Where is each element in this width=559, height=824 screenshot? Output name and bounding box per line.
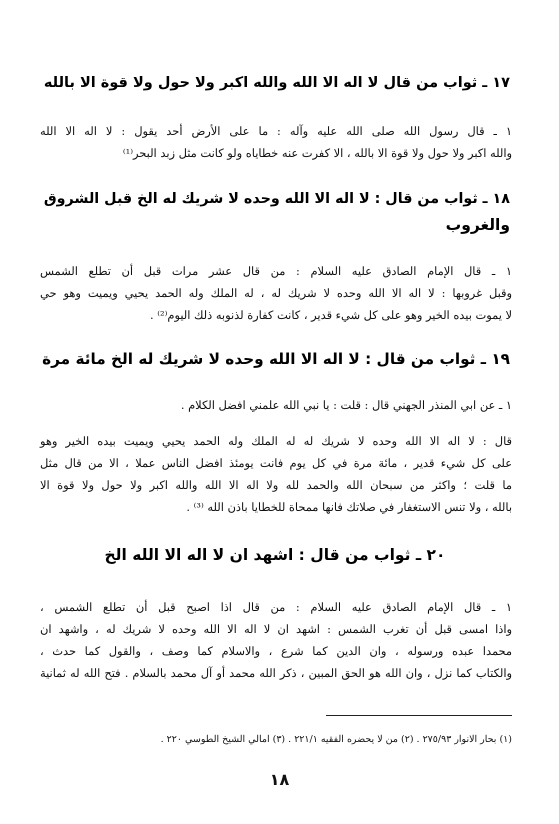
section-17-line-1: ١ ـ قال رسول الله صلى الله عليه وآله : ما على الأرض أحد يقول : لا اله الا الله (40, 124, 512, 138)
section-19-line-5: بالله ، ولا تنس الاستغفار في صلاتك فانها ممحاة للخطايا باذن الله ⁽³⁾ . (186, 500, 512, 514)
section-18-line-3: لا يموت بيده الخير وهو على كل شيء قدير ، كانت كفارة لذنوبه ذلك اليوم⁽²⁾ . (150, 308, 512, 322)
section-17-heading: ١٧ ـ ثواب من قال لا اله الا الله والله اكبر ولا حول ولا قوة الا بالله (43, 75, 510, 91)
section-18-line-2: وقبل غروبها : لا اله الا الله وحده لا شريك له ، له الملك وله الحمد يحيي ويميت وهو حي (40, 286, 512, 300)
section-20-line-4: والكتاب كما نزل ، وان الله هو الحق المبين ، ذكر الله محمد أو آل محمد بالسلام . فتح الله له ثمانية (40, 666, 512, 680)
section-17-line-2: والله اكبر ولا حول ولا قوة الا بالله ، الا كفرت عنه خطاياه ولو كانت مثل زبد البحر⁽¹⁾ (122, 146, 512, 160)
section-19-heading: ١٩ ـ ثواب من قال : لا اله الا الله وحده لا شريك له الخ مائة مرة (42, 350, 510, 368)
section-20-line-3: محمدا عبده ورسوله ، وان الدين كما شرع ، والاسلام كما وصف ، والقول كما حدث ، (40, 644, 512, 658)
section-20-line-2: واذا امسى قبل أن تغرب الشمس : اشهد ان لا اله الا الله وحده لا شريك له ، واشهد ان (40, 622, 512, 636)
section-20-line-1: ١ ـ قال الإمام الصادق عليه السلام : من قال اذا اصبح قبل أن تطلع الشمس ، (40, 600, 512, 614)
section-18-line-1: ١ ـ قال الإمام الصادق عليه السلام : من قال عشر مرات قبل أن تطلع الشمس (40, 264, 512, 278)
page-number: ١٨ (269, 770, 290, 789)
footnote-separator (326, 715, 512, 716)
section-19-line-4: ما قلت ؛ واكثر من سبحان الله والحمد لله ولا اله الا الله والله اكبر ولا حول ولا قوة الا (40, 478, 512, 492)
section-19-line-1: ١ ـ عن ابي المنذر الجهني قال : قلت : يا نبي الله علمني افضل الكلام . (180, 398, 512, 412)
section-18-heading-line-2: والغروب (445, 216, 510, 234)
footnotes: (١) بحار الانوار ٢٧٥/٩٣ . (٢) من لا يحضره الفقيه ٢٢١/١ . (٣) امالي الشيخ الطوسي ٢٢٠ . (160, 734, 512, 745)
section-19-line-3: على كل شيء قدير ، مائة مرة في كل يوم فانت يومئذ افضل الناس عملا ، الا من قال مثل (40, 456, 512, 470)
section-20-heading: ٢٠ ـ ثواب من قال : اشهد ان لا اله الا الله الخ (104, 546, 446, 564)
section-19-line-2: قال : لا اله الا الله وحده لا شريك له له الملك وله الحمد يحيي ويميت بيده الخير وهو (40, 434, 512, 448)
section-18-heading-line-1: ١٨ ـ ثواب من قال : لا اله الا الله وحده لا شريك له الخ قبل الشروق (43, 191, 510, 207)
